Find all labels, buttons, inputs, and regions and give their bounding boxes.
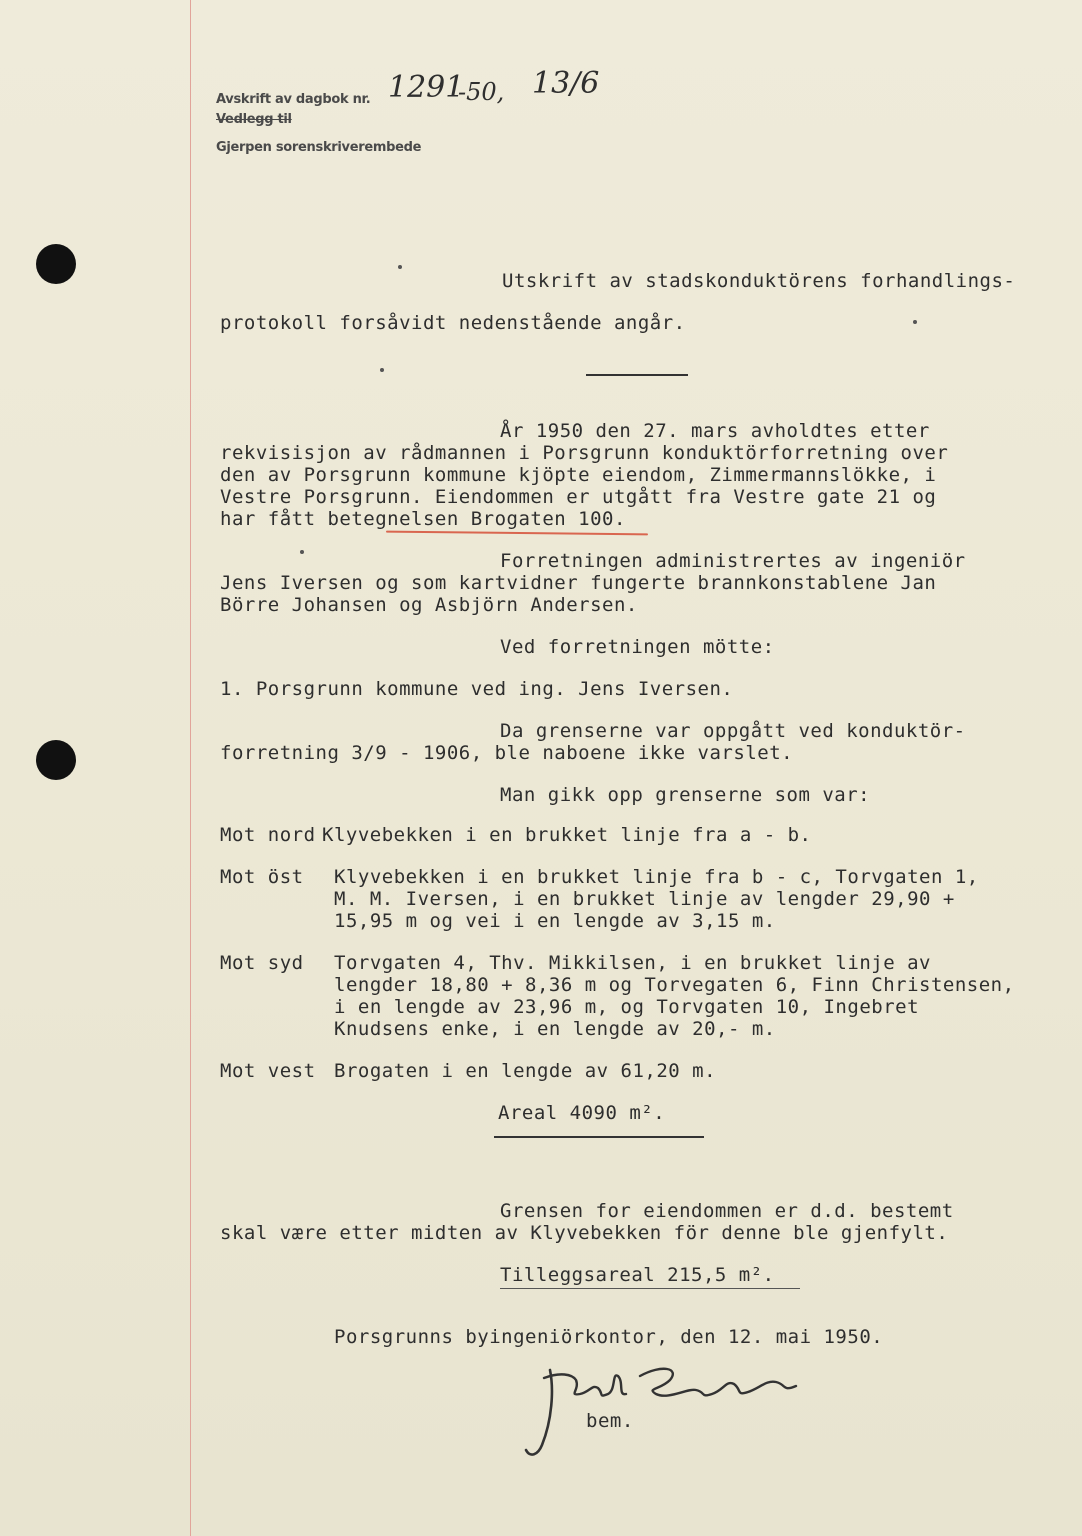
heading-divider: [586, 374, 688, 376]
bound-syd-line-4: Knudsens enke, i en lengde av 20,- m.: [334, 1018, 776, 1040]
bound-ost-label: Mot öst: [220, 866, 304, 888]
stamp-handwritten-date: 13/6: [532, 66, 600, 101]
heading-line-1: Utskrift av stadskonduktörens forhandlings-: [502, 270, 1016, 292]
stamp-line-2: Vedlegg til: [216, 112, 292, 127]
extra-area: Tilleggsareal 215,5 m².: [500, 1264, 775, 1286]
bound-syd-line-1: Torvgaten 4, Thv. Mikkilsen, i en brukket linje av: [334, 952, 931, 974]
heading-line-2: protokoll forsåvidt nedenstående angår.: [220, 312, 686, 334]
stamp-journal-year: -50,: [458, 78, 505, 106]
p2-line-3: Börre Johansen og Asbjörn Andersen.: [220, 594, 638, 616]
stamp-line-1: [216, 92, 370, 107]
place-date: Porsgrunns byingeniörkontor, den 12. mai 1950.: [334, 1326, 884, 1348]
p1-line-4: Vestre Porsgrunn. Eiendommen er utgått fra Vestre gate 21 og: [220, 486, 937, 508]
p6-line: Man gikk opp grenserne som var:: [500, 784, 871, 806]
p1-line-5: har fått betegnelsen Brogaten 100.: [220, 508, 626, 530]
p5-line-2: forretning 3/9 - 1906, ble naboene ikke varslet.: [220, 742, 794, 764]
p1-line-2: rekvisisjon av rådmannen i Porsgrunn konduktörforretning over: [220, 442, 949, 464]
speck: [380, 368, 384, 372]
red-margin-line: [190, 0, 191, 1536]
bound-ost-line-2: M. M. Iversen, i en brukket linje av lengder 29,90 +: [334, 888, 955, 910]
bound-nord-label: Mot nord: [220, 824, 316, 846]
speck: [913, 320, 917, 324]
p7-line-2: skal være etter midten av Klyvebekken för denne ble gjenfylt.: [220, 1222, 949, 1244]
p3-line: Ved forretningen mötte:: [500, 636, 775, 658]
bound-nord-line-1: Klyvebekken i en brukket linje fra a - b.: [322, 824, 812, 846]
signature-image: [520, 1350, 820, 1470]
p5-line-1: Da grenserne var oppgått ved konduktör-: [500, 720, 966, 742]
punch-hole-top: [36, 244, 76, 284]
area-total: Areal 4090 m².: [498, 1102, 666, 1124]
bound-syd-line-2: lengder 18,80 + 8,36 m og Torvegaten 6, Finn Christensen,: [334, 974, 1015, 996]
stamp-line-3: Gjerpen sorenskriverembede: [216, 140, 422, 155]
p2-line-2: Jens Iversen og som kartvidner fungerte brannkonstablene Jan: [220, 572, 937, 594]
bound-ost-line-3: 15,95 m og vei i en lengde av 3,15 m.: [334, 910, 776, 932]
speck: [300, 550, 304, 554]
p1-line-3: den av Porsgrunn kommune kjöpte eiendom, Zimmermannslökke, i: [220, 464, 937, 486]
p7-line-1: Grensen for eiendommen er d.d. bestemt: [500, 1200, 954, 1222]
speck: [398, 265, 402, 269]
stamp-journal-number: 1291: [388, 70, 465, 105]
bound-syd-line-3: i en lengde av 23,96 m, og Torvgaten 10, Ingebret: [334, 996, 920, 1018]
bound-syd-label: Mot syd: [220, 952, 304, 974]
area-underline: [494, 1136, 704, 1138]
red-pencil-underline: [386, 531, 648, 536]
bound-ost-line-1: Klyvebekken i en brukket linje fra b - c, Torvgaten 1,: [334, 866, 979, 888]
extra-area-underline: [500, 1288, 800, 1289]
p2-line-1: Forretningen administrertes av ingeniör: [500, 550, 966, 572]
bem-label: bem.: [586, 1410, 634, 1432]
stamp-line-1-text: Avskrift av dagbok nr.: [216, 92, 371, 107]
bound-vest-label: Mot vest: [220, 1060, 316, 1082]
bound-vest-line-1: Brogaten i en lengde av 61,20 m.: [334, 1060, 717, 1082]
p1-line-1: År 1950 den 27. mars avholdtes etter: [500, 420, 930, 442]
punch-hole-middle: [36, 740, 76, 780]
p4-line: 1. Porsgrunn kommune ved ing. Jens Iversen.: [220, 678, 734, 700]
